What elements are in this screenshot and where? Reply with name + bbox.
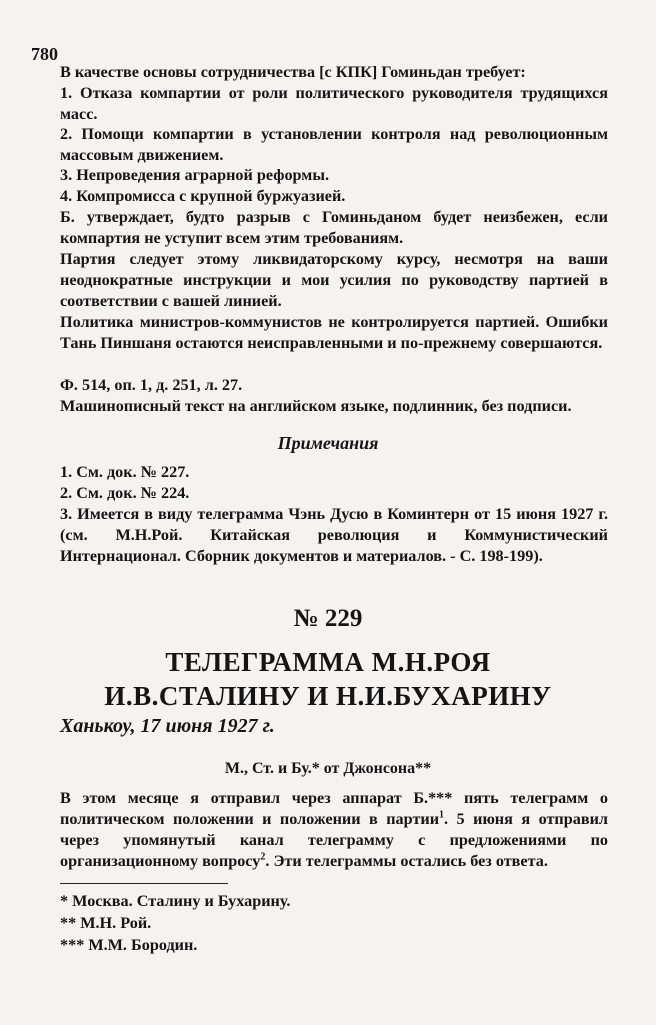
letter-paragraph-1: Б. утверждает, будто разрыв с Гоминьданом будет неизбежен, если компартия не уступит всем этим требованиям. xyxy=(60,208,608,247)
note-3: 3. Имеется в виду телеграмма Чэнь Дусю в Коминтерн от 15 июня 1927 г. (см. М.Н.Рой. Китайская революция и Коммунистический Интернационал. Сборник документов и материалов. - С. 198-199). xyxy=(60,505,608,565)
letter-item-4: 4. Компромисса с крупной буржуазией. xyxy=(60,187,346,205)
title-line-2: И.В.СТАЛИНУ И Н.И.БУХАРИНУ xyxy=(104,681,552,711)
body-text-a: В этом месяце я отправил через аппарат Б.*** пять телеграмм о политическом положении и положении в партии xyxy=(60,789,608,828)
notes-title: Примечания xyxy=(277,433,379,453)
footnote-3: *** М.М. Бородин. xyxy=(60,936,198,954)
letter-intro: В качестве основы сотрудничества [с КПК] Гоминьдан требует: xyxy=(60,63,526,81)
footnote-ref-1: 1 xyxy=(439,809,445,821)
title-line-1: ТЕЛЕГРАММА М.Н.РОЯ xyxy=(165,647,491,677)
letter-paragraph-2: Партия следует этому ликвидаторскому курсу, несмотря на ваши неоднократные инструкции и мои усилия по руководству партией в соответствии с вашей линией. xyxy=(60,250,608,310)
letter-item-3: 3. Непроведения аграрной реформы. xyxy=(60,166,330,184)
note-2: 2. См. док. № 224. xyxy=(60,484,190,502)
letter-item-2: 2. Помощи компартии в установлении контроля над революционным массовым движением. xyxy=(60,125,608,164)
document-title xyxy=(0,645,656,713)
footnote-divider xyxy=(60,883,228,884)
page-number: 780 xyxy=(31,44,58,64)
body-text-c: . Эти телеграммы остались без ответа. xyxy=(265,852,548,870)
note-1: 1. См. док. № 227. xyxy=(60,463,190,481)
footnote-1: * Москва. Сталину и Бухарину. xyxy=(60,892,291,910)
archive-reference: Ф. 514, оп. 1, д. 251, л. 27. xyxy=(60,376,243,394)
footnote-2: ** М.Н. Рой. xyxy=(60,914,152,932)
body-text-b: . 5 июня я отправил через упомянутый канал телеграмму с предложениями по организационному вопросу xyxy=(60,810,608,870)
document-number: № 229 xyxy=(293,605,363,632)
place-date: Ханькоу, 17 июня 1927 г. xyxy=(60,715,275,737)
footnote-ref-2: 2 xyxy=(260,851,266,863)
telegram-body xyxy=(60,788,608,872)
letter-item-1: 1. Отказа компартии от роли политического руководителя трудящихся масс. xyxy=(60,84,608,123)
source-description: Машинописный текст на английском языке, подлинник, без подписи. xyxy=(60,397,572,415)
addressees: М., Ст. и Бу.* от Джонсона** xyxy=(224,760,432,777)
letter-paragraph-3: Политика министров-коммунистов не контролируется партией. Ошибки Тань Пиншаня остаются неисправленными и по-прежнему совершаются. xyxy=(60,313,608,352)
